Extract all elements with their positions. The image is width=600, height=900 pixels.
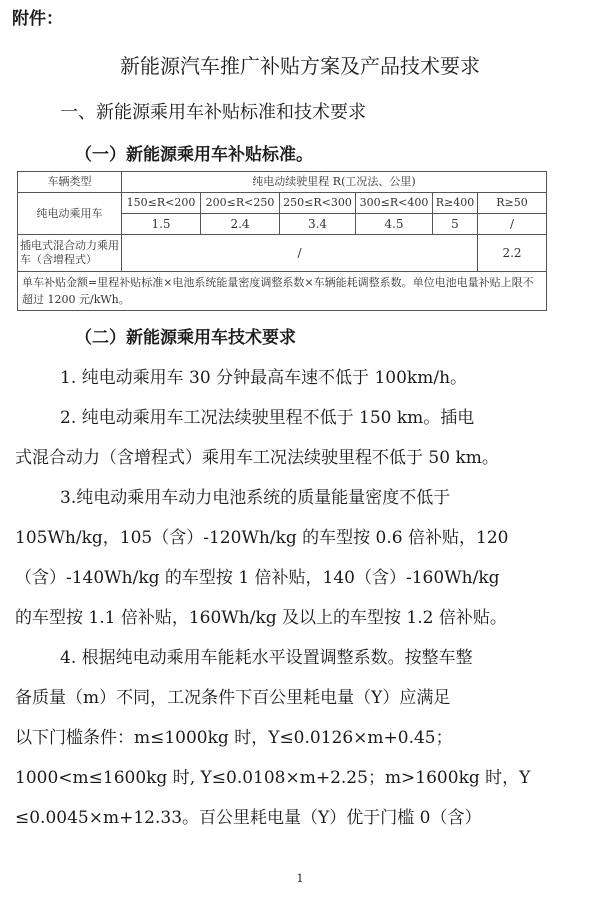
paragraph-line: 1000<m≤1600kg 时, Y≤0.0108×m+2.25；m>1600kg 时，Y <box>15 768 531 788</box>
paragraph-line: 105Wh/kg，105（含）-120Wh/kg 的车型按 0.6 倍补贴，120 <box>15 528 509 548</box>
document-title: 新能源汽车推广补贴方案及产品技术要求 <box>120 54 480 78</box>
paragraph-3 <box>15 478 575 638</box>
bev-value-cell: 4.5 <box>356 214 433 235</box>
paragraph-line: 式混合动力（含增程式）乘用车工况法续驶里程不低于 50 km。 <box>15 448 499 468</box>
range-cell: 300≤R<400 <box>356 193 433 214</box>
paragraph-line: 4. 根据纯电动乘用车能耗水平设置调整系数。按整车整 <box>60 648 473 668</box>
bev-label: 纯电动乘用车 <box>18 193 122 235</box>
subsidy-table <box>17 171 547 311</box>
paragraph-line: 2. 纯电动乘用车工况法续驶里程不低于 150 km。插电 <box>60 408 475 428</box>
paragraph-line: （含）-140Wh/kg 的车型按 1 倍补贴，140（含）-160Wh/kg <box>15 568 500 588</box>
bev-value-cell: / <box>478 214 547 235</box>
range-cell: R≥50 <box>478 193 547 214</box>
bev-value-cell: 3.4 <box>280 214 356 235</box>
range-cell: R≥400 <box>433 193 478 214</box>
phev-value-cell: 2.2 <box>478 235 547 272</box>
table-row <box>18 235 547 272</box>
table-row <box>18 193 547 214</box>
range-cell: 150≤R<200 <box>122 193 201 214</box>
section-heading-1: 一、新能源乘用车补贴标准和技术要求 <box>60 102 366 123</box>
paragraph-2 <box>15 398 575 478</box>
paragraph-line: 1. 纯电动乘用车 30 分钟最高车速不低于 100km/h。 <box>60 368 468 388</box>
table-row <box>18 272 547 311</box>
paragraph-4 <box>15 638 575 838</box>
range-cell: 250≤R<300 <box>280 193 356 214</box>
subsection-heading-2: （二）新能源乘用车技术要求 <box>75 328 296 348</box>
bev-value-cell: 5 <box>433 214 478 235</box>
bev-value-cell: 1.5 <box>122 214 201 235</box>
paragraph-line: 以下门槛条件：m≤1000kg 时，Y≤0.0126×m+0.45； <box>15 728 453 748</box>
bev-value-cell: 2.4 <box>201 214 280 235</box>
table-header-row <box>18 172 547 193</box>
paragraph-line: ≤0.0045×m+12.33。百公里耗电量（Y）优于门槛 0（含） <box>15 808 482 828</box>
range-cell: 200≤R<250 <box>201 193 280 214</box>
vehicle-type-header: 车辆类型 <box>18 172 122 193</box>
range-header: 纯电动续驶里程 R(工况法、公里) <box>122 172 547 193</box>
phev-label: 插电式混合动力乘用车（含增程式） <box>18 235 122 272</box>
page-number: 1 <box>296 872 304 885</box>
subsection-heading-1: （一）新能源乘用车补贴标准。 <box>75 145 313 165</box>
table-note: 单车补贴金额=里程补贴标准×电池系统能量密度调整系数×车辆能耗调整系数。单位电池电量补贴上限不超过 1200 元/kWh。 <box>18 272 547 311</box>
paragraph-1 <box>15 358 575 398</box>
paragraph-line: 备质量（m）不同，工况条件下百公里耗电量（Y）应满足 <box>15 688 451 708</box>
paragraph-line: 的车型按 1.1 倍补贴，160Wh/kg 及以上的车型按 1.2 倍补贴。 <box>15 608 507 628</box>
annex-label: 附件： <box>12 9 63 29</box>
paragraph-line: 3.纯电动乘用车动力电池系统的质量能量密度不低于 <box>60 488 451 508</box>
phev-slash-cell: / <box>122 235 478 272</box>
